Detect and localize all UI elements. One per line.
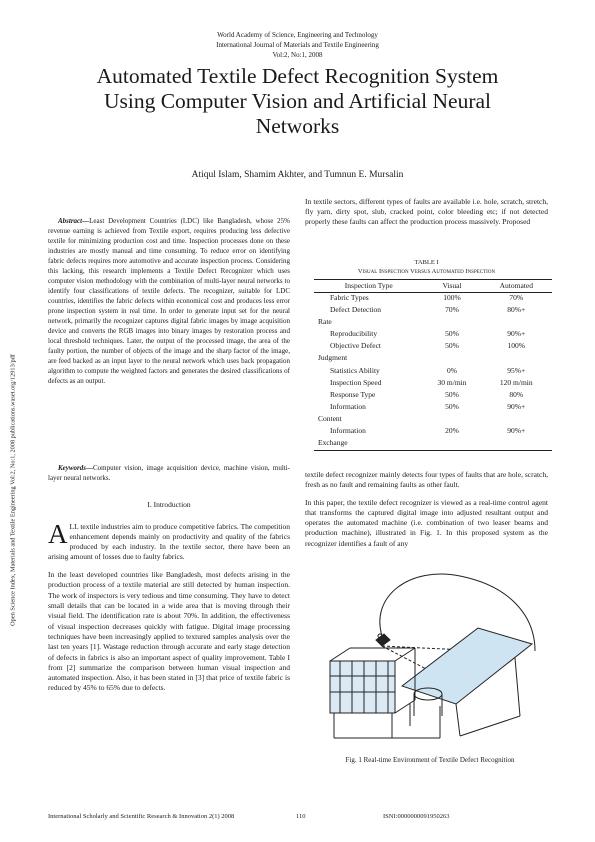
right-paragraph-1: In textile sectors, different types of faults are available i.e. hole, scratch, stretch, fly yarn, dirty spot, slub, cracked point, color bleeding etc; if not detected properly these faults can affect the production process massively. Proposed bbox=[305, 196, 548, 227]
comparison-table bbox=[314, 279, 552, 451]
right-column-bottom bbox=[305, 462, 548, 557]
table-cell: 95%+ bbox=[507, 365, 526, 375]
table-row bbox=[314, 293, 552, 306]
table-header-cell: Visual bbox=[423, 280, 480, 293]
table-row-label: Inspection Speed bbox=[330, 377, 382, 387]
table-cell: 70% bbox=[509, 293, 524, 302]
intro-paragraph-2: In the least developed countries like Bangladesh, most defects arising in the production process of a textile material are still detected by human inspection. The work of inspectors is very tedious and time consuming. They have to detect small details that can be located in a wide area that is moving through their visual field. The identification rate is about 70%. In addition, the effectiveness of visual inspection decreases quickly with fatigue. Digital image processing techniques have been increasingly applied to textured samples analysis over the last ten years [1]. Wastage reduction through accurate and early stage detection of defects in fabrics is also an important aspect of quality improvement. Table I from [2] summarize the comparison between human visual inspection and automated inspection. Also, it has been stated in [3] that price of textile fabric is reduced by 45% to 65% due to defects. bbox=[48, 570, 290, 693]
table-row-label: Reproducibility bbox=[330, 329, 378, 339]
authors: Atiqul Islam, Shamim Akhter, and Tumnun E. Mursalin bbox=[191, 170, 404, 180]
table-row bbox=[314, 366, 552, 378]
table-cell bbox=[481, 438, 552, 451]
table-row bbox=[314, 341, 552, 353]
right-paragraph-2: textile defect recognizer mainly detects four types of faults that are hole, scratch, fresh as no fault and remaining faults as other fault. bbox=[305, 469, 548, 489]
table-row-label: Exchange bbox=[314, 438, 423, 451]
table-row bbox=[314, 414, 552, 426]
table-cell: 70% bbox=[445, 305, 459, 315]
right-column-top bbox=[305, 189, 548, 235]
table-cell: 90%+ bbox=[507, 426, 526, 436]
table-cell: 100% bbox=[507, 341, 526, 351]
table-row bbox=[314, 378, 552, 390]
journal-volume: Vol:2, No:1, 2008 bbox=[272, 51, 323, 59]
sidebar-watermark bbox=[6, 300, 20, 680]
keywords-label: Keywords bbox=[58, 464, 86, 472]
table-cell bbox=[423, 353, 480, 365]
table-row-label: Objective Defect bbox=[330, 341, 382, 351]
table-row-label: Defect Detection bbox=[330, 305, 382, 315]
table-row bbox=[314, 353, 552, 365]
table-row bbox=[314, 402, 552, 414]
table-cell: 50% bbox=[445, 389, 459, 399]
table-header-cell: Inspection Type bbox=[314, 280, 423, 293]
footer-isni: ISNI:0000000091950263 bbox=[383, 813, 450, 820]
drop-cap: A bbox=[48, 518, 68, 549]
journal-subtitle: International Journal of Materials and Textile Engineering bbox=[216, 41, 379, 49]
table-cell bbox=[481, 414, 552, 426]
table-cell: 20% bbox=[445, 426, 459, 436]
table-row bbox=[314, 426, 552, 438]
keywords bbox=[48, 463, 290, 483]
figure-1-machine-diagram bbox=[310, 566, 550, 746]
figure-caption: Fig. 1 Real-time Environment of Textile Defect Recognition bbox=[345, 756, 515, 764]
table-row bbox=[314, 390, 552, 402]
table-caption: Visual Inspection Versus Automated Inspection bbox=[357, 268, 496, 275]
keywords-dash: — bbox=[86, 464, 93, 472]
table-cell: 120 m/min bbox=[499, 377, 533, 387]
table-row bbox=[314, 305, 552, 317]
table-cell: 30 m/min bbox=[437, 377, 467, 387]
table-row bbox=[314, 329, 552, 341]
table-cell bbox=[423, 438, 480, 451]
table-cell bbox=[481, 353, 552, 365]
table-cell: 100% bbox=[443, 293, 461, 302]
intro-paragraph-1: LL textile industries aim to produce competitive fabrics. The competition enhancement depends mainly on productivity and quality of the fabrics produced by each industry. In the textile sector, there have been an arising amount of losses due to faulty fabrics. bbox=[48, 521, 290, 562]
journal-name: World Academy of Science, Engineering and Technology bbox=[217, 31, 378, 39]
table-row-label: Information bbox=[330, 401, 366, 411]
table-cell: 90%+ bbox=[507, 401, 526, 411]
table-cell bbox=[423, 414, 480, 426]
table-number: TABLE I bbox=[414, 259, 439, 266]
section-heading-introduction: I. Introduction bbox=[147, 500, 191, 509]
right-paragraph-3: In this paper, the textile defect recognizer is viewed as a real-time control agent that transforms the captured digital image into adjusted resultant output and operates the automated machine (i.e. combination of two leaser beams and production machine), illustrated in Fig. 1. In this proposed system as the recognizer identifies a fault of any bbox=[305, 497, 548, 548]
title-line-3: Networks bbox=[255, 114, 340, 138]
table-row-label: Statistics Ability bbox=[330, 365, 380, 375]
table-cell: 50% bbox=[445, 341, 459, 351]
abstract-label: Abstract bbox=[58, 217, 83, 225]
title-line-1: Automated Textile Defect Recognition System bbox=[96, 64, 499, 88]
fabric-sheet bbox=[402, 628, 532, 704]
table-row-label: Fabric Types bbox=[330, 293, 369, 302]
table-row-label: Judgment bbox=[318, 353, 348, 363]
table-cell: 0% bbox=[447, 365, 458, 375]
paper-title bbox=[40, 64, 555, 139]
abstract-text: Least Development Countries (LDC) like Bangladesh, whose 25% revenue earning is achieved from Textile export, requires producing less defective textile for minimizing production cost and time. Inspection processes done on these industries are mostly manual and time consuming. To reduce error on identifying fabric defects requires more automotive and accurate inspection process. Considering this lacking, this research implements a Textile Defect Recognizer which uses computer vision methodology with the combination of multi-layer neural networks to identify four classifications of textile defects. The recognizer, suitable for LDC countries, identifies the fabric defects within economical cost and produces less error prone inspection system in real time. In order to generate input set for the neural network, primarily the recognizer captures digital fabric images by image acquisition device and converts the RGB images into binary images by restoration process and local threshold techniques. Later, the output of the processed image, the area of the faulty portion, the number of objects of the image and the sharp factor of the image, are feed backed as an input layer to the neural network which uses back propagation algorithm to compute the weighted factors and generates the desired classifications of defects as an output. bbox=[48, 217, 290, 385]
table-row-label: Content bbox=[318, 413, 342, 423]
table-header-row bbox=[314, 280, 552, 293]
table-row-label: Response Type bbox=[330, 389, 376, 399]
introduction-body bbox=[48, 514, 290, 701]
table-cell: 50% bbox=[445, 401, 459, 411]
table-cell: 80% bbox=[509, 389, 524, 399]
table-cell: 90%+ bbox=[507, 329, 526, 339]
table-row bbox=[314, 438, 552, 451]
sidebar-text: Open Science Index, Materials and Textile Engineering Vol:2, No:1, 2008 publications.waset.org/12913/pdf bbox=[9, 354, 17, 626]
table-row-label: Information bbox=[330, 426, 366, 436]
footer-copyright: International Scholarly and Scientific Research & Innovation 2(1) 2008 bbox=[48, 813, 235, 820]
page-number: 110 bbox=[296, 813, 306, 820]
table-cell: 80%+ bbox=[507, 305, 526, 315]
table-cell bbox=[481, 317, 552, 329]
table-cell: 50% bbox=[445, 329, 459, 339]
table-row-label: Rate bbox=[318, 317, 332, 327]
table-cell bbox=[423, 317, 480, 329]
abstract-dash: — bbox=[82, 217, 90, 225]
abstract bbox=[48, 216, 290, 386]
keywords-text: Computer vision, image acquisition device, machine vision, multi-layer neural networks. bbox=[48, 464, 290, 482]
title-line-2: Using Computer Vision and Artificial Neural bbox=[103, 89, 492, 113]
table-row bbox=[314, 317, 552, 329]
table-header-cell: Automated bbox=[481, 280, 552, 293]
